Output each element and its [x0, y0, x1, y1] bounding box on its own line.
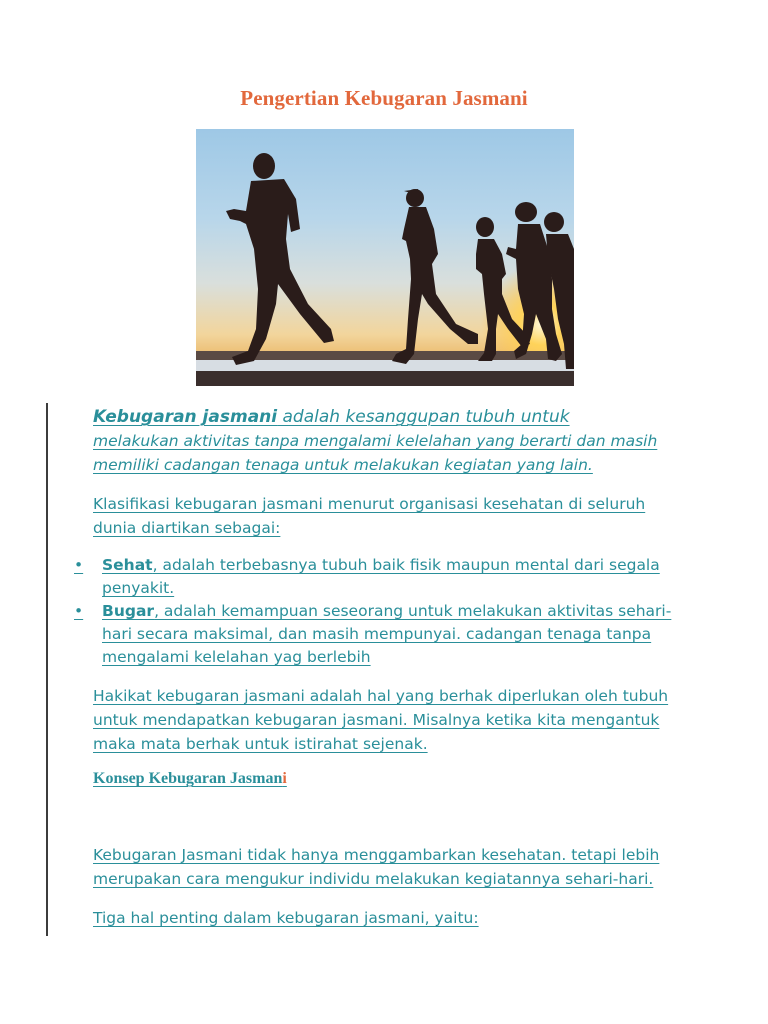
intro-lead-rest: adalah kesanggupan tubuh untuk	[277, 407, 570, 427]
intro-rest: melakukan aktivitas tanpa mengalami kelelahan yang berarti dan masih memiliki cadangan tenaga untuk melakukan kegiatan yang lain.	[93, 432, 658, 474]
tiga-hal-paragraph	[93, 906, 693, 930]
term-sehat: Sehat	[102, 556, 153, 574]
photo-runners-sunset-icon	[196, 129, 574, 386]
bullet-icon: •	[74, 602, 84, 620]
hakikat-paragraph	[93, 684, 693, 756]
konsep-text: Kebugaran Jasmani tidak hanya menggambarkan kesehatan. tetapi lebih merupakan cara mengukur individu melakukan kegiatannya sehari-hari.	[93, 846, 660, 888]
runners-photo	[196, 129, 574, 386]
text-bugar: , adalah kemampuan seseorang untuk melakukan aktivitas sehari-hari secara maksimal, dan masih mempunyai. cadangan tenaga tanpa mengalami kelelahan yag berlebih	[102, 602, 672, 666]
hakikat-text: Hakikat kebugaran jasmani adalah hal yang berhak diperlukan oleh tubuh untuk mendapatkan kebugaran jasmani. Misalnya ketika kita mengantuk maka mata berhak untuk istirahat sejenak.	[93, 687, 669, 753]
list-item-sehat	[74, 554, 694, 600]
term-bugar: Bugar	[102, 602, 155, 620]
classification-paragraph	[93, 492, 693, 540]
intro-lead-term: Kebugaran jasmani	[93, 407, 278, 427]
tiga-hal-text: Tiga hal penting dalam kebugaran jasmani, yaitu:	[93, 909, 479, 927]
list-item-bugar	[74, 600, 694, 669]
intro-paragraph	[93, 405, 693, 477]
heading-accent: i	[282, 770, 287, 787]
text-sehat: , adalah terbebasnya tubuh baik fisik maupun mental dari segala penyakit.	[102, 556, 660, 597]
bullet-icon: •	[74, 556, 84, 574]
heading-main: Konsep Kebugaran Jasman	[93, 770, 283, 787]
section-heading-konsep	[93, 770, 287, 788]
konsep-paragraph	[93, 843, 693, 891]
left-margin-bar	[46, 403, 48, 936]
classification-list	[74, 554, 694, 669]
page-title: Pengertian Kebugaran Jasmani	[240, 86, 528, 110]
classification-text: Klasifikasi kebugaran jasmani menurut organisasi kesehatan di seluruh dunia diartikan sebagai:	[93, 495, 646, 537]
